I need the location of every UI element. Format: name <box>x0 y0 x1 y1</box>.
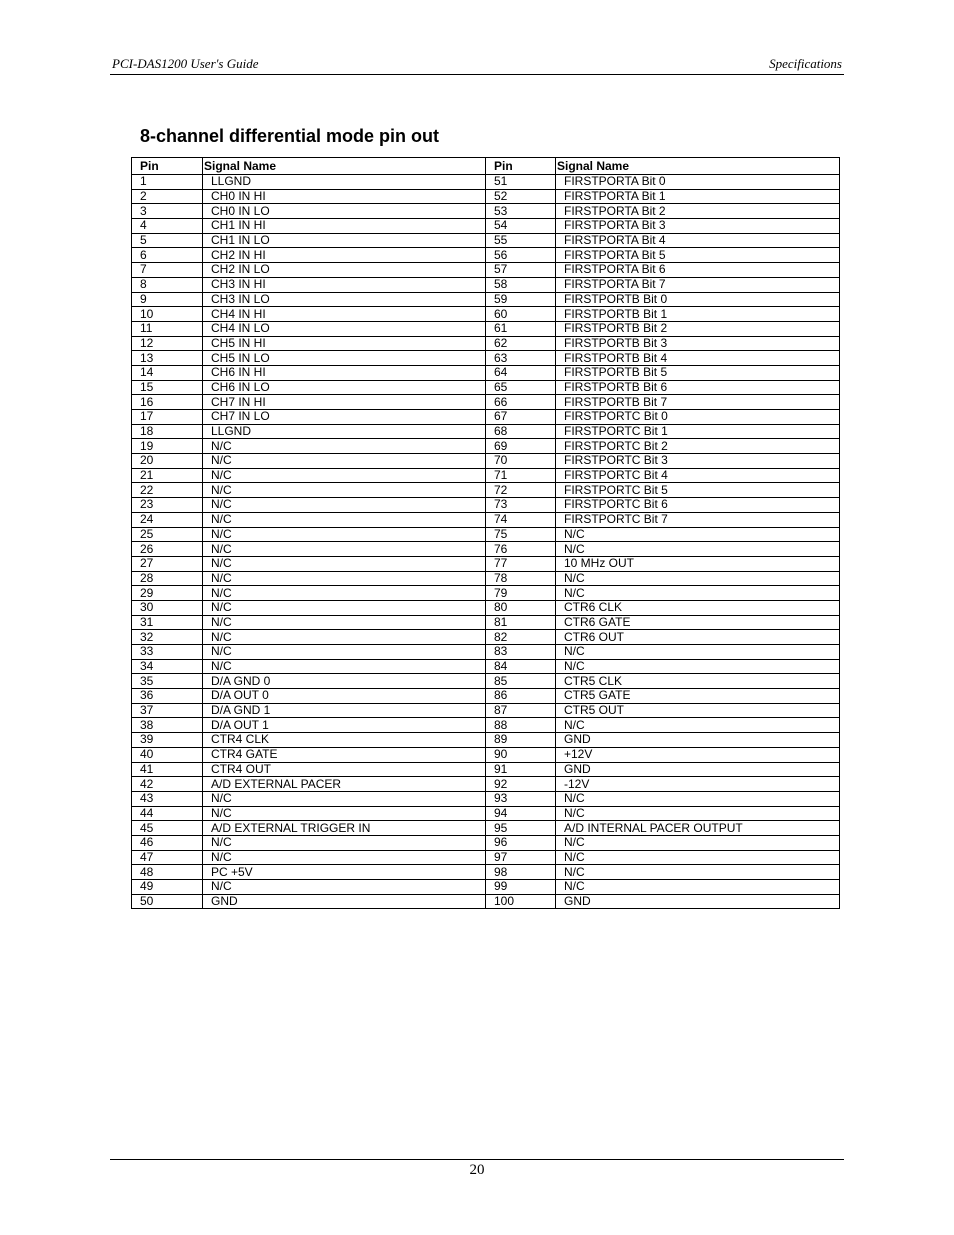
pin-cell: 93 <box>486 791 556 806</box>
column-header-pin: Pin <box>132 158 203 175</box>
pin-cell: 57 <box>486 263 556 278</box>
signal-name-cell: CH6 IN LO <box>203 380 486 395</box>
signal-name-cell: N/C <box>556 527 840 542</box>
pin-cell: 91 <box>486 762 556 777</box>
signal-name-cell: GND <box>556 894 840 909</box>
signal-name-cell: N/C <box>556 571 840 586</box>
pin-cell: 55 <box>486 233 556 248</box>
signal-name-cell: FIRSTPORTC Bit 0 <box>556 410 840 425</box>
pin-cell: 10 <box>132 307 203 322</box>
pin-cell: 28 <box>132 571 203 586</box>
table-row <box>132 645 840 660</box>
signal-name-cell: N/C <box>556 791 840 806</box>
table-row <box>132 219 840 234</box>
pin-cell: 75 <box>486 527 556 542</box>
pin-cell: 63 <box>486 351 556 366</box>
table-row <box>132 395 840 410</box>
pin-cell: 83 <box>486 645 556 660</box>
pin-cell: 72 <box>486 483 556 498</box>
pin-cell: 27 <box>132 556 203 571</box>
pin-cell: 24 <box>132 512 203 527</box>
pin-cell: 4 <box>132 219 203 234</box>
signal-name-cell: N/C <box>203 527 486 542</box>
pin-cell: 74 <box>486 512 556 527</box>
pin-cell: 77 <box>486 556 556 571</box>
signal-name-cell: CTR6 CLK <box>556 600 840 615</box>
signal-name-cell: N/C <box>556 542 840 557</box>
pin-cell: 97 <box>486 850 556 865</box>
pin-cell: 13 <box>132 351 203 366</box>
signal-name-cell: CH7 IN HI <box>203 395 486 410</box>
pin-cell: 51 <box>486 175 556 190</box>
table-row <box>132 277 840 292</box>
table-row <box>132 365 840 380</box>
signal-name-cell: CH0 IN HI <box>203 189 486 204</box>
pin-cell: 99 <box>486 880 556 895</box>
section-title: 8-channel differential mode pin out <box>140 126 440 146</box>
table-row <box>132 689 840 704</box>
signal-name-cell: D/A OUT 0 <box>203 689 486 704</box>
pin-cell: 17 <box>132 410 203 425</box>
pin-cell: 1 <box>132 175 203 190</box>
signal-name-cell: CTR6 OUT <box>556 630 840 645</box>
signal-name-cell: N/C <box>203 571 486 586</box>
pin-cell: 47 <box>132 850 203 865</box>
pin-cell: 53 <box>486 204 556 219</box>
table-row <box>132 791 840 806</box>
signal-name-cell: N/C <box>203 586 486 601</box>
signal-name-cell: N/C <box>203 806 486 821</box>
pin-cell: 66 <box>486 395 556 410</box>
signal-name-cell: CH5 IN LO <box>203 351 486 366</box>
table-row <box>132 380 840 395</box>
signal-name-cell: FIRSTPORTC Bit 3 <box>556 454 840 469</box>
pin-cell: 45 <box>132 821 203 836</box>
signal-name-cell: FIRSTPORTA Bit 3 <box>556 219 840 234</box>
signal-name-cell: A/D INTERNAL PACER OUTPUT <box>556 821 840 836</box>
table-row <box>132 571 840 586</box>
pin-cell: 39 <box>132 733 203 748</box>
table-body <box>132 175 840 909</box>
pin-cell: 18 <box>132 424 203 439</box>
signal-name-cell: FIRSTPORTC Bit 5 <box>556 483 840 498</box>
table-row <box>132 747 840 762</box>
pin-cell: 73 <box>486 498 556 513</box>
signal-name-cell: FIRSTPORTA Bit 1 <box>556 189 840 204</box>
signal-name-cell: CH7 IN LO <box>203 410 486 425</box>
pin-cell: 82 <box>486 630 556 645</box>
signal-name-cell: +12V <box>556 747 840 762</box>
pin-cell: 8 <box>132 277 203 292</box>
signal-name-cell: FIRSTPORTC Bit 4 <box>556 468 840 483</box>
pin-cell: 36 <box>132 689 203 704</box>
pin-cell: 41 <box>132 762 203 777</box>
page-header <box>110 54 844 75</box>
table-row <box>132 483 840 498</box>
pin-cell: 26 <box>132 542 203 557</box>
table-row <box>132 659 840 674</box>
signal-name-cell: CTR5 GATE <box>556 689 840 704</box>
table-row <box>132 410 840 425</box>
table-row <box>132 527 840 542</box>
table-row <box>132 894 840 909</box>
table-row <box>132 336 840 351</box>
table-row <box>132 175 840 190</box>
signal-name-cell: N/C <box>556 835 840 850</box>
pin-cell: 60 <box>486 307 556 322</box>
signal-name-cell: CH2 IN HI <box>203 248 486 263</box>
signal-name-cell: A/D EXTERNAL PACER <box>203 777 486 792</box>
pin-cell: 95 <box>486 821 556 836</box>
pin-cell: 71 <box>486 468 556 483</box>
pin-cell: 31 <box>132 615 203 630</box>
signal-name-cell: D/A GND 1 <box>203 703 486 718</box>
pin-cell: 59 <box>486 292 556 307</box>
pin-cell: 40 <box>132 747 203 762</box>
pin-cell: 86 <box>486 689 556 704</box>
signal-name-cell: N/C <box>203 512 486 527</box>
pin-cell: 92 <box>486 777 556 792</box>
signal-name-cell: FIRSTPORTB Bit 4 <box>556 351 840 366</box>
pin-cell: 25 <box>132 527 203 542</box>
table-row <box>132 204 840 219</box>
signal-name-cell: 10 MHz OUT <box>556 556 840 571</box>
signal-name-cell: N/C <box>203 880 486 895</box>
pin-cell: 81 <box>486 615 556 630</box>
table-row <box>132 512 840 527</box>
signal-name-cell: FIRSTPORTB Bit 1 <box>556 307 840 322</box>
table-row <box>132 821 840 836</box>
signal-name-cell: FIRSTPORTB Bit 5 <box>556 365 840 380</box>
signal-name-cell: FIRSTPORTB Bit 7 <box>556 395 840 410</box>
table-row <box>132 762 840 777</box>
signal-name-cell: D/A OUT 1 <box>203 718 486 733</box>
table-row <box>132 233 840 248</box>
signal-name-cell: CTR6 GATE <box>556 615 840 630</box>
signal-name-cell: N/C <box>203 483 486 498</box>
pin-cell: 58 <box>486 277 556 292</box>
signal-name-cell: N/C <box>203 850 486 865</box>
signal-name-cell: LLGND <box>203 175 486 190</box>
pin-cell: 98 <box>486 865 556 880</box>
signal-name-cell: N/C <box>203 630 486 645</box>
page-footer <box>110 1159 844 1179</box>
pin-cell: 76 <box>486 542 556 557</box>
table-row <box>132 248 840 263</box>
signal-name-cell: CTR4 GATE <box>203 747 486 762</box>
table-row <box>132 321 840 336</box>
signal-name-cell: CH5 IN HI <box>203 336 486 351</box>
pin-cell: 100 <box>486 894 556 909</box>
pin-cell: 30 <box>132 600 203 615</box>
signal-name-cell: CH6 IN HI <box>203 365 486 380</box>
signal-name-cell: N/C <box>203 791 486 806</box>
pin-cell: 70 <box>486 454 556 469</box>
table-row <box>132 865 840 880</box>
signal-name-cell: FIRSTPORTA Bit 2 <box>556 204 840 219</box>
pin-cell: 9 <box>132 292 203 307</box>
signal-name-cell: N/C <box>203 468 486 483</box>
pin-cell: 52 <box>486 189 556 204</box>
pin-cell: 79 <box>486 586 556 601</box>
signal-name-cell: FIRSTPORTA Bit 5 <box>556 248 840 263</box>
pin-cell: 90 <box>486 747 556 762</box>
pin-cell: 29 <box>132 586 203 601</box>
signal-name-cell: N/C <box>203 542 486 557</box>
signal-name-cell: N/C <box>203 645 486 660</box>
signal-name-cell: N/C <box>203 659 486 674</box>
signal-name-cell: CH1 IN HI <box>203 219 486 234</box>
pin-cell: 43 <box>132 791 203 806</box>
pin-cell: 69 <box>486 439 556 454</box>
pin-cell: 33 <box>132 645 203 660</box>
pin-cell: 34 <box>132 659 203 674</box>
signal-name-cell: N/C <box>203 600 486 615</box>
pin-cell: 78 <box>486 571 556 586</box>
table-row <box>132 263 840 278</box>
table-row <box>132 835 840 850</box>
table-row <box>132 307 840 322</box>
pin-cell: 7 <box>132 263 203 278</box>
pin-cell: 38 <box>132 718 203 733</box>
table-row <box>132 439 840 454</box>
signal-name-cell: PC +5V <box>203 865 486 880</box>
pin-cell: 49 <box>132 880 203 895</box>
pin-cell: 50 <box>132 894 203 909</box>
table-row <box>132 850 840 865</box>
table-row <box>132 703 840 718</box>
table-row <box>132 615 840 630</box>
table-row <box>132 880 840 895</box>
table-row <box>132 718 840 733</box>
pin-cell: 54 <box>486 219 556 234</box>
signal-name-cell: D/A GND 0 <box>203 674 486 689</box>
pin-cell: 80 <box>486 600 556 615</box>
signal-name-cell: CTR5 CLK <box>556 674 840 689</box>
table-row <box>132 600 840 615</box>
pin-cell: 15 <box>132 380 203 395</box>
pin-cell: 20 <box>132 454 203 469</box>
table-row <box>132 806 840 821</box>
signal-name-cell: N/C <box>556 850 840 865</box>
pin-cell: 88 <box>486 718 556 733</box>
signal-name-cell: N/C <box>203 615 486 630</box>
table-row <box>132 556 840 571</box>
pin-cell: 2 <box>132 189 203 204</box>
pin-cell: 46 <box>132 835 203 850</box>
signal-name-cell: FIRSTPORTC Bit 2 <box>556 439 840 454</box>
pin-cell: 61 <box>486 321 556 336</box>
signal-name-cell: FIRSTPORTA Bit 0 <box>556 175 840 190</box>
pin-cell: 68 <box>486 424 556 439</box>
pin-cell: 16 <box>132 395 203 410</box>
signal-name-cell: FIRSTPORTC Bit 6 <box>556 498 840 513</box>
table-row <box>132 674 840 689</box>
header-section-name: Specifications <box>769 56 842 71</box>
pin-cell: 12 <box>132 336 203 351</box>
signal-name-cell: LLGND <box>203 424 486 439</box>
table-row <box>132 424 840 439</box>
pin-cell: 84 <box>486 659 556 674</box>
signal-name-cell: CH3 IN HI <box>203 277 486 292</box>
pin-cell: 35 <box>132 674 203 689</box>
table-row <box>132 351 840 366</box>
signal-name-cell: N/C <box>556 586 840 601</box>
signal-name-cell: N/C <box>556 659 840 674</box>
table-row <box>132 733 840 748</box>
pin-cell: 21 <box>132 468 203 483</box>
signal-name-cell: CTR4 OUT <box>203 762 486 777</box>
signal-name-cell: GND <box>556 733 840 748</box>
table-row <box>132 468 840 483</box>
column-header-pin: Pin <box>486 158 556 175</box>
signal-name-cell: N/C <box>556 645 840 660</box>
signal-name-cell: N/C <box>203 556 486 571</box>
column-header-signal-name: Signal Name <box>556 158 840 175</box>
table-row <box>132 189 840 204</box>
signal-name-cell: FIRSTPORTB Bit 3 <box>556 336 840 351</box>
signal-name-cell: N/C <box>556 880 840 895</box>
pin-cell: 22 <box>132 483 203 498</box>
table-row <box>132 586 840 601</box>
signal-name-cell: FIRSTPORTB Bit 2 <box>556 321 840 336</box>
pinout-table <box>131 157 840 909</box>
signal-name-cell: FIRSTPORTC Bit 7 <box>556 512 840 527</box>
pin-cell: 11 <box>132 321 203 336</box>
pin-cell: 19 <box>132 439 203 454</box>
page-number: 20 <box>469 1162 485 1178</box>
pin-cell: 96 <box>486 835 556 850</box>
table-row <box>132 292 840 307</box>
signal-name-cell: N/C <box>203 498 486 513</box>
pin-cell: 32 <box>132 630 203 645</box>
pin-cell: 85 <box>486 674 556 689</box>
signal-name-cell: FIRSTPORTB Bit 0 <box>556 292 840 307</box>
signal-name-cell: FIRSTPORTA Bit 4 <box>556 233 840 248</box>
pin-cell: 44 <box>132 806 203 821</box>
table-row <box>132 542 840 557</box>
pin-cell: 65 <box>486 380 556 395</box>
pin-cell: 87 <box>486 703 556 718</box>
header-guide-title: PCI-DAS1200 User's Guide <box>112 56 259 71</box>
signal-name-cell: CH4 IN LO <box>203 321 486 336</box>
signal-name-cell: FIRSTPORTA Bit 7 <box>556 277 840 292</box>
signal-name-cell: GND <box>203 894 486 909</box>
table-row <box>132 630 840 645</box>
signal-name-cell: N/C <box>203 439 486 454</box>
signal-name-cell: CH1 IN LO <box>203 233 486 248</box>
signal-name-cell: CH0 IN LO <box>203 204 486 219</box>
table-header-row <box>132 158 840 175</box>
pin-cell: 42 <box>132 777 203 792</box>
signal-name-cell: CH4 IN HI <box>203 307 486 322</box>
pin-cell: 48 <box>132 865 203 880</box>
pin-cell: 67 <box>486 410 556 425</box>
pin-cell: 3 <box>132 204 203 219</box>
pin-cell: 62 <box>486 336 556 351</box>
table-row <box>132 777 840 792</box>
pin-cell: 5 <box>132 233 203 248</box>
signal-name-cell: CH2 IN LO <box>203 263 486 278</box>
signal-name-cell: GND <box>556 762 840 777</box>
pin-cell: 94 <box>486 806 556 821</box>
signal-name-cell: -12V <box>556 777 840 792</box>
signal-name-cell: N/C <box>556 806 840 821</box>
pin-cell: 14 <box>132 365 203 380</box>
pin-cell: 64 <box>486 365 556 380</box>
table-row <box>132 454 840 469</box>
table-row <box>132 498 840 513</box>
pin-cell: 37 <box>132 703 203 718</box>
pin-cell: 89 <box>486 733 556 748</box>
signal-name-cell: CH3 IN LO <box>203 292 486 307</box>
signal-name-cell: FIRSTPORTA Bit 6 <box>556 263 840 278</box>
signal-name-cell: CTR5 OUT <box>556 703 840 718</box>
pin-cell: 23 <box>132 498 203 513</box>
signal-name-cell: N/C <box>556 865 840 880</box>
pin-cell: 56 <box>486 248 556 263</box>
signal-name-cell: N/C <box>203 835 486 850</box>
signal-name-cell: A/D EXTERNAL TRIGGER IN <box>203 821 486 836</box>
pin-cell: 6 <box>132 248 203 263</box>
column-header-signal-name: Signal Name <box>203 158 486 175</box>
signal-name-cell: FIRSTPORTB Bit 6 <box>556 380 840 395</box>
signal-name-cell: CTR4 CLK <box>203 733 486 748</box>
signal-name-cell: N/C <box>556 718 840 733</box>
signal-name-cell: FIRSTPORTC Bit 1 <box>556 424 840 439</box>
signal-name-cell: N/C <box>203 454 486 469</box>
